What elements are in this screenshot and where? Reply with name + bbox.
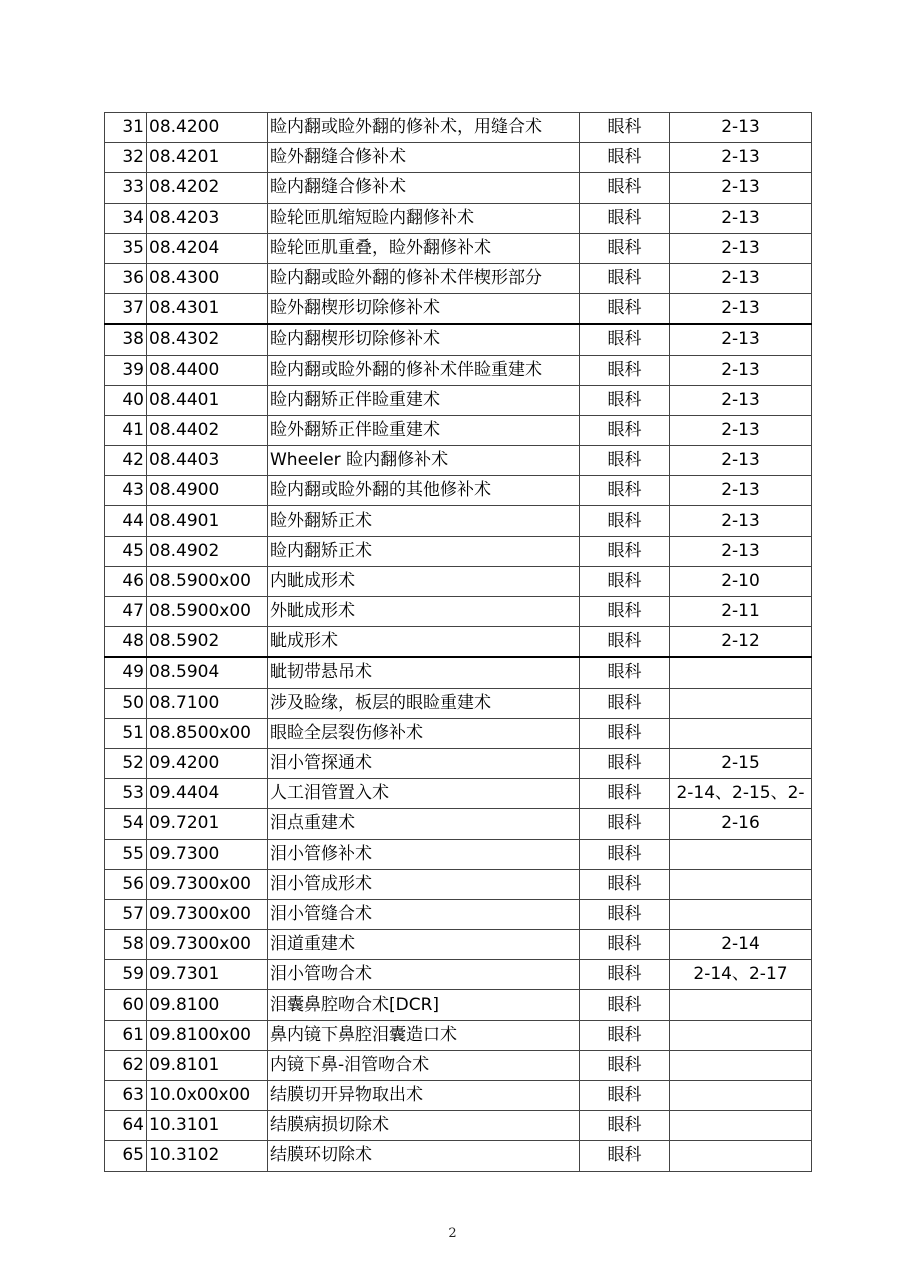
department-cell: 眼科 — [580, 688, 670, 718]
table-row — [105, 960, 812, 990]
department-cell: 眼科 — [580, 1081, 670, 1111]
table-row — [105, 1111, 812, 1141]
row-number-cell: 50 — [105, 688, 147, 718]
table-row — [105, 809, 812, 839]
procedure-name-cell: 睑外翻缝合修补术 — [268, 143, 580, 173]
table-row — [105, 355, 812, 385]
procedure-code-cell: 08.4201 — [147, 143, 268, 173]
department-cell: 眼科 — [580, 627, 670, 658]
row-number-cell: 53 — [105, 779, 147, 809]
row-number-cell: 36 — [105, 263, 147, 293]
row-number-cell: 34 — [105, 203, 147, 233]
department-cell: 眼科 — [580, 415, 670, 445]
procedure-name-cell: 结膜环切除术 — [268, 1141, 580, 1171]
department-cell: 眼科 — [580, 324, 670, 355]
department-cell: 眼科 — [580, 476, 670, 506]
procedure-code-cell: 08.5900x00 — [147, 597, 268, 627]
table-row — [105, 446, 812, 476]
table-row — [105, 536, 812, 566]
table-row — [105, 1050, 812, 1080]
department-cell: 眼科 — [580, 203, 670, 233]
row-number-cell: 33 — [105, 173, 147, 203]
procedure-name-cell: 睑内翻矫正伴睑重建术 — [268, 385, 580, 415]
procedure-name-cell: 睑内翻矫正术 — [268, 536, 580, 566]
reference-cell: 2-13 — [670, 143, 812, 173]
reference-cell: 2-13 — [670, 355, 812, 385]
department-cell: 眼科 — [580, 990, 670, 1020]
procedure-code-cell: 08.4200 — [147, 113, 268, 143]
row-number-cell: 38 — [105, 324, 147, 355]
table-row — [105, 566, 812, 596]
procedure-code-cell: 09.7300 — [147, 839, 268, 869]
table-row — [105, 1020, 812, 1050]
reference-cell: 2-14、2-15、2- — [670, 779, 812, 809]
row-number-cell: 47 — [105, 597, 147, 627]
procedure-code-cell: 10.3101 — [147, 1111, 268, 1141]
reference-cell — [670, 839, 812, 869]
row-number-cell: 60 — [105, 990, 147, 1020]
procedure-code-cell: 08.5900x00 — [147, 566, 268, 596]
row-number-cell: 41 — [105, 415, 147, 445]
procedure-name-cell: 睑轮匝肌缩短睑内翻修补术 — [268, 203, 580, 233]
department-cell: 眼科 — [580, 355, 670, 385]
table-row — [105, 1141, 812, 1171]
procedure-code-cell: 08.4400 — [147, 355, 268, 385]
procedure-name-cell: 眦成形术 — [268, 627, 580, 658]
department-cell: 眼科 — [580, 657, 670, 688]
department-cell: 眼科 — [580, 233, 670, 263]
procedure-name-cell: 睑轮匝肌重叠，睑外翻修补术 — [268, 233, 580, 263]
row-number-cell: 58 — [105, 930, 147, 960]
row-number-cell: 45 — [105, 536, 147, 566]
procedure-code-cell: 09.7300x00 — [147, 869, 268, 899]
procedure-name-cell: 睑内翻或睑外翻的修补术伴睑重建术 — [268, 355, 580, 385]
row-number-cell: 57 — [105, 899, 147, 929]
reference-cell: 2-14 — [670, 930, 812, 960]
row-number-cell: 54 — [105, 809, 147, 839]
procedure-name-cell: 眦韧带悬吊术 — [268, 657, 580, 688]
procedure-name-cell: 睑外翻楔形切除修补术 — [268, 294, 580, 325]
table-row — [105, 113, 812, 143]
department-cell: 眼科 — [580, 748, 670, 778]
procedure-name-cell: 睑内翻或睑外翻的修补术，用缝合术 — [268, 113, 580, 143]
row-number-cell: 39 — [105, 355, 147, 385]
table-row — [105, 869, 812, 899]
department-cell: 眼科 — [580, 718, 670, 748]
procedure-code-cell: 09.4200 — [147, 748, 268, 778]
procedure-name-cell: 人工泪管置入术 — [268, 779, 580, 809]
row-number-cell: 59 — [105, 960, 147, 990]
department-cell: 眼科 — [580, 566, 670, 596]
row-number-cell: 49 — [105, 657, 147, 688]
procedure-code-cell: 08.4203 — [147, 203, 268, 233]
table-row — [105, 263, 812, 293]
department-cell: 眼科 — [580, 385, 670, 415]
procedure-code-cell: 08.4204 — [147, 233, 268, 263]
procedure-code-cell: 08.4901 — [147, 506, 268, 536]
reference-cell: 2-14、2-17 — [670, 960, 812, 990]
row-number-cell: 62 — [105, 1050, 147, 1080]
row-number-cell: 51 — [105, 718, 147, 748]
reference-cell: 2-16 — [670, 809, 812, 839]
reference-cell — [670, 657, 812, 688]
table-row — [105, 385, 812, 415]
table-row — [105, 779, 812, 809]
department-cell: 眼科 — [580, 869, 670, 899]
row-number-cell: 63 — [105, 1081, 147, 1111]
procedure-name-cell: 眼睑全层裂伤修补术 — [268, 718, 580, 748]
table-row — [105, 718, 812, 748]
department-cell: 眼科 — [580, 294, 670, 325]
procedure-code-cell: 08.4300 — [147, 263, 268, 293]
table-row — [105, 173, 812, 203]
procedure-code-cell: 09.7300x00 — [147, 899, 268, 929]
table-row — [105, 627, 812, 658]
procedure-code-cell: 08.5902 — [147, 627, 268, 658]
department-cell: 眼科 — [580, 1020, 670, 1050]
row-number-cell: 48 — [105, 627, 147, 658]
procedure-name-cell: 睑外翻矫正术 — [268, 506, 580, 536]
reference-cell — [670, 1050, 812, 1080]
reference-cell: 2-11 — [670, 597, 812, 627]
procedure-code-cell: 08.5904 — [147, 657, 268, 688]
reference-cell — [670, 1141, 812, 1171]
row-number-cell: 56 — [105, 869, 147, 899]
department-cell: 眼科 — [580, 506, 670, 536]
procedure-code-cell: 08.4902 — [147, 536, 268, 566]
reference-cell: 2-13 — [670, 536, 812, 566]
procedure-name-cell: 泪小管缝合术 — [268, 899, 580, 929]
procedure-name-cell: 泪小管吻合术 — [268, 960, 580, 990]
reference-cell: 2-13 — [670, 506, 812, 536]
procedure-name-cell: 内镜下鼻-泪管吻合术 — [268, 1050, 580, 1080]
department-cell: 眼科 — [580, 839, 670, 869]
reference-cell: 2-13 — [670, 203, 812, 233]
reference-cell: 2-10 — [670, 566, 812, 596]
procedure-code-cell: 09.4404 — [147, 779, 268, 809]
procedure-code-cell: 09.8100 — [147, 990, 268, 1020]
department-cell: 眼科 — [580, 779, 670, 809]
row-number-cell: 52 — [105, 748, 147, 778]
table-row — [105, 476, 812, 506]
row-number-cell: 37 — [105, 294, 147, 325]
procedure-name-cell: 内眦成形术 — [268, 566, 580, 596]
procedure-name-cell: 睑内翻或睑外翻的修补术伴楔形部分 — [268, 263, 580, 293]
procedure-name-cell: 鼻内镜下鼻腔泪囊造口术 — [268, 1020, 580, 1050]
reference-cell — [670, 688, 812, 718]
reference-cell: 2-12 — [670, 627, 812, 658]
department-cell: 眼科 — [580, 1141, 670, 1171]
table-row — [105, 324, 812, 355]
table-row — [105, 506, 812, 536]
procedure-code-cell: 08.4402 — [147, 415, 268, 445]
department-cell: 眼科 — [580, 173, 670, 203]
procedure-name-cell: 泪道重建术 — [268, 930, 580, 960]
reference-cell — [670, 990, 812, 1020]
row-number-cell: 42 — [105, 446, 147, 476]
procedure-code-cell: 10.3102 — [147, 1141, 268, 1171]
reference-cell: 2-13 — [670, 113, 812, 143]
procedure-name-cell: 外眦成形术 — [268, 597, 580, 627]
reference-cell — [670, 718, 812, 748]
procedure-name-cell: 涉及睑缘，板层的眼睑重建术 — [268, 688, 580, 718]
table-row — [105, 688, 812, 718]
table-row — [105, 597, 812, 627]
procedure-code-cell: 10.0x00x00 — [147, 1081, 268, 1111]
procedure-name-cell: 睑内翻缝合修补术 — [268, 173, 580, 203]
reference-cell — [670, 1111, 812, 1141]
department-cell: 眼科 — [580, 1050, 670, 1080]
department-cell: 眼科 — [580, 263, 670, 293]
reference-cell: 2-13 — [670, 385, 812, 415]
department-cell: 眼科 — [580, 1111, 670, 1141]
row-number-cell: 43 — [105, 476, 147, 506]
procedure-code-cell: 09.7301 — [147, 960, 268, 990]
procedure-code-cell: 08.4302 — [147, 324, 268, 355]
row-number-cell: 46 — [105, 566, 147, 596]
procedure-name-cell: 泪小管成形术 — [268, 869, 580, 899]
reference-cell — [670, 899, 812, 929]
procedure-code-cell: 08.7100 — [147, 688, 268, 718]
department-cell: 眼科 — [580, 536, 670, 566]
reference-cell: 2-13 — [670, 294, 812, 325]
table-row — [105, 657, 812, 688]
table-row — [105, 1081, 812, 1111]
department-cell: 眼科 — [580, 597, 670, 627]
row-number-cell: 65 — [105, 1141, 147, 1171]
department-cell: 眼科 — [580, 960, 670, 990]
table-row — [105, 899, 812, 929]
procedure-code-cell: 08.4401 — [147, 385, 268, 415]
reference-cell: 2-13 — [670, 324, 812, 355]
procedure-code-cell: 08.4900 — [147, 476, 268, 506]
row-number-cell: 55 — [105, 839, 147, 869]
row-number-cell: 44 — [105, 506, 147, 536]
department-cell: 眼科 — [580, 446, 670, 476]
procedure-code-cell: 08.8500x00 — [147, 718, 268, 748]
reference-cell — [670, 1081, 812, 1111]
procedure-name-cell: 泪点重建术 — [268, 809, 580, 839]
row-number-cell: 40 — [105, 385, 147, 415]
reference-cell: 2-13 — [670, 476, 812, 506]
procedure-name-cell: 结膜切开异物取出术 — [268, 1081, 580, 1111]
procedure-name-cell: 睑内翻或睑外翻的其他修补术 — [268, 476, 580, 506]
procedure-table-body — [105, 113, 812, 1172]
row-number-cell: 32 — [105, 143, 147, 173]
table-row — [105, 143, 812, 173]
department-cell: 眼科 — [580, 930, 670, 960]
department-cell: 眼科 — [580, 113, 670, 143]
table-row — [105, 748, 812, 778]
procedure-code-cell: 09.8100x00 — [147, 1020, 268, 1050]
procedure-name-cell: 泪小管探通术 — [268, 748, 580, 778]
row-number-cell: 31 — [105, 113, 147, 143]
department-cell: 眼科 — [580, 809, 670, 839]
row-number-cell: 61 — [105, 1020, 147, 1050]
procedure-name-cell: 泪小管修补术 — [268, 839, 580, 869]
table-row — [105, 294, 812, 325]
reference-cell: 2-13 — [670, 415, 812, 445]
department-cell: 眼科 — [580, 899, 670, 929]
reference-cell: 2-13 — [670, 173, 812, 203]
table-row — [105, 203, 812, 233]
reference-cell: 2-13 — [670, 263, 812, 293]
procedure-code-cell: 09.7201 — [147, 809, 268, 839]
reference-cell — [670, 1020, 812, 1050]
procedure-code-cell: 08.4403 — [147, 446, 268, 476]
reference-cell — [670, 869, 812, 899]
table-row — [105, 415, 812, 445]
reference-cell: 2-13 — [670, 233, 812, 263]
row-number-cell: 35 — [105, 233, 147, 263]
table-row — [105, 839, 812, 869]
page-number: 2 — [448, 1226, 457, 1241]
procedure-name-cell: Wheeler 睑内翻修补术 — [268, 446, 580, 476]
procedure-code-cell: 08.4301 — [147, 294, 268, 325]
procedure-code-cell: 08.4202 — [147, 173, 268, 203]
table-row — [105, 233, 812, 263]
reference-cell: 2-13 — [670, 446, 812, 476]
table-row — [105, 990, 812, 1020]
table-row — [105, 930, 812, 960]
procedure-name-cell: 泪囊鼻腔吻合术[DCR] — [268, 990, 580, 1020]
row-number-cell: 64 — [105, 1111, 147, 1141]
procedure-table — [104, 112, 812, 1172]
procedure-code-cell: 09.7300x00 — [147, 930, 268, 960]
procedure-code-cell: 09.8101 — [147, 1050, 268, 1080]
reference-cell: 2-15 — [670, 748, 812, 778]
procedure-name-cell: 睑外翻矫正伴睑重建术 — [268, 415, 580, 445]
department-cell: 眼科 — [580, 143, 670, 173]
procedure-name-cell: 睑内翻楔形切除修补术 — [268, 324, 580, 355]
procedure-name-cell: 结膜病损切除术 — [268, 1111, 580, 1141]
